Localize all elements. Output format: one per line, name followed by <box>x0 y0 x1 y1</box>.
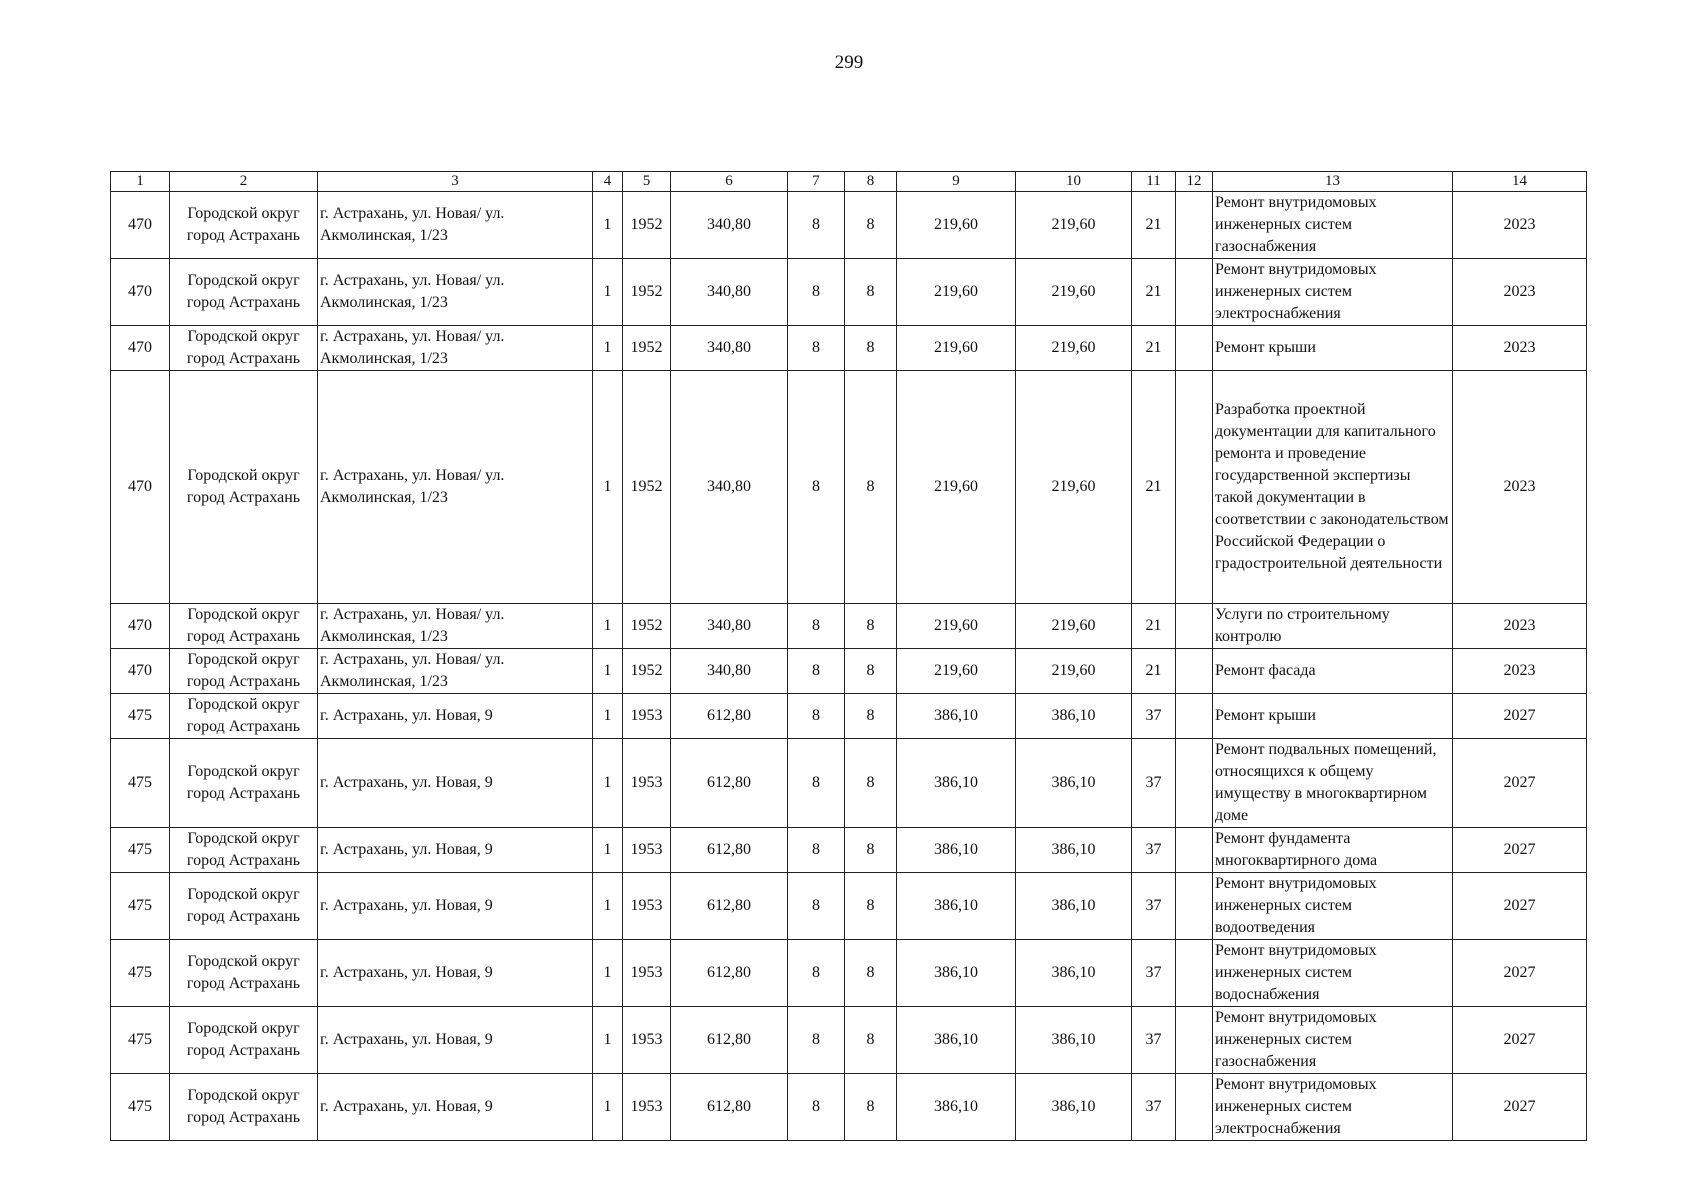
cell-col-7: 8 <box>788 940 845 1007</box>
cell-col-12 <box>1176 873 1213 940</box>
build-year: 1952 <box>623 192 671 259</box>
header-row <box>111 172 1587 192</box>
cell-col-7: 8 <box>788 873 845 940</box>
row-number: 470 <box>111 604 170 649</box>
table-row <box>111 828 1587 873</box>
work-type: Услуги по строительному контролю <box>1213 604 1453 649</box>
column-header-5: 5 <box>623 172 671 192</box>
address: г. Астрахань, ул. Новая/ ул. Акмолинская, 1/23 <box>318 192 593 259</box>
residents: 21 <box>1132 371 1176 604</box>
residential-area: 386,10 <box>1016 1074 1132 1141</box>
cell-col-12 <box>1176 259 1213 326</box>
residential-area: 386,10 <box>1016 1007 1132 1074</box>
municipality: Городской округ город Астрахань <box>170 371 318 604</box>
table-row <box>111 371 1587 604</box>
planned-year: 2023 <box>1453 371 1587 604</box>
cell-col-7: 8 <box>788 739 845 828</box>
living-area: 219,60 <box>897 259 1016 326</box>
column-header-2: 2 <box>170 172 318 192</box>
total-area: 340,80 <box>671 649 788 694</box>
residential-area: 386,10 <box>1016 739 1132 828</box>
municipality: Городской округ город Астрахань <box>170 828 318 873</box>
planned-year: 2023 <box>1453 649 1587 694</box>
cell-col-8: 8 <box>845 259 897 326</box>
row-number: 475 <box>111 828 170 873</box>
planned-year: 2027 <box>1453 694 1587 739</box>
cell-col-4: 1 <box>593 940 623 1007</box>
table-row <box>111 940 1587 1007</box>
cell-col-12 <box>1176 1007 1213 1074</box>
municipality: Городской округ город Астрахань <box>170 604 318 649</box>
living-area: 386,10 <box>897 739 1016 828</box>
page-number: 299 <box>834 52 864 73</box>
work-type: Ремонт фундамента многоквартирного дома <box>1213 828 1453 873</box>
row-number: 475 <box>111 940 170 1007</box>
cell-col-4: 1 <box>593 649 623 694</box>
residents: 37 <box>1132 828 1176 873</box>
residents: 21 <box>1132 649 1176 694</box>
total-area: 340,80 <box>671 371 788 604</box>
total-area: 612,80 <box>671 694 788 739</box>
municipality: Городской округ город Астрахань <box>170 1007 318 1074</box>
row-number: 475 <box>111 739 170 828</box>
column-header-14: 14 <box>1453 172 1587 192</box>
planned-year: 2027 <box>1453 940 1587 1007</box>
planned-year: 2023 <box>1453 326 1587 371</box>
residents: 21 <box>1132 326 1176 371</box>
living-area: 219,60 <box>897 604 1016 649</box>
planned-year: 2027 <box>1453 828 1587 873</box>
address: г. Астрахань, ул. Новая/ ул. Акмолинская, 1/23 <box>318 371 593 604</box>
planned-year: 2027 <box>1453 873 1587 940</box>
living-area: 386,10 <box>897 1074 1016 1141</box>
total-area: 612,80 <box>671 1007 788 1074</box>
cell-col-8: 8 <box>845 649 897 694</box>
living-area: 219,60 <box>897 371 1016 604</box>
municipality: Городской округ город Астрахань <box>170 192 318 259</box>
total-area: 340,80 <box>671 259 788 326</box>
total-area: 612,80 <box>671 828 788 873</box>
cell-col-8: 8 <box>845 326 897 371</box>
cell-col-12 <box>1176 371 1213 604</box>
address: г. Астрахань, ул. Новая/ ул. Акмолинская, 1/23 <box>318 649 593 694</box>
row-number: 470 <box>111 192 170 259</box>
cell-col-4: 1 <box>593 1007 623 1074</box>
row-number: 475 <box>111 1074 170 1141</box>
address: г. Астрахань, ул. Новая/ ул. Акмолинская, 1/23 <box>318 326 593 371</box>
table-row <box>111 1074 1587 1141</box>
residential-area: 219,60 <box>1016 371 1132 604</box>
total-area: 612,80 <box>671 1074 788 1141</box>
address: г. Астрахань, ул. Новая, 9 <box>318 828 593 873</box>
address: г. Астрахань, ул. Новая/ ул. Акмолинская, 1/23 <box>318 604 593 649</box>
row-number: 475 <box>111 694 170 739</box>
row-number: 470 <box>111 326 170 371</box>
cell-col-7: 8 <box>788 604 845 649</box>
cell-col-12 <box>1176 326 1213 371</box>
build-year: 1952 <box>623 649 671 694</box>
cell-col-4: 1 <box>593 694 623 739</box>
cell-col-7: 8 <box>788 694 845 739</box>
residents: 37 <box>1132 1007 1176 1074</box>
build-year: 1953 <box>623 873 671 940</box>
table-row <box>111 326 1587 371</box>
work-type: Ремонт крыши <box>1213 326 1453 371</box>
column-header-7: 7 <box>788 172 845 192</box>
cell-col-4: 1 <box>593 739 623 828</box>
cell-col-8: 8 <box>845 873 897 940</box>
cell-col-4: 1 <box>593 1074 623 1141</box>
cell-col-12 <box>1176 694 1213 739</box>
living-area: 386,10 <box>897 1007 1016 1074</box>
work-type: Ремонт внутридомовых инженерных систем электроснабжения <box>1213 259 1453 326</box>
municipality: Городской округ город Астрахань <box>170 940 318 1007</box>
column-header-13: 13 <box>1213 172 1453 192</box>
total-area: 612,80 <box>671 739 788 828</box>
cell-col-7: 8 <box>788 1074 845 1141</box>
residents: 37 <box>1132 1074 1176 1141</box>
table-body <box>111 192 1587 1141</box>
work-type: Ремонт подвальных помещений, относящихся к общему имуществу в многоквартирном доме <box>1213 739 1453 828</box>
residential-area: 219,60 <box>1016 649 1132 694</box>
work-type: Ремонт внутридомовых инженерных систем газоснабжения <box>1213 1007 1453 1074</box>
work-type: Ремонт внутридомовых инженерных систем водоотведения <box>1213 873 1453 940</box>
cell-col-7: 8 <box>788 326 845 371</box>
table-row <box>111 192 1587 259</box>
row-number: 475 <box>111 1007 170 1074</box>
cell-col-8: 8 <box>845 828 897 873</box>
residential-area: 386,10 <box>1016 694 1132 739</box>
column-header-1: 1 <box>111 172 170 192</box>
residents: 37 <box>1132 739 1176 828</box>
cell-col-4: 1 <box>593 326 623 371</box>
residential-area: 386,10 <box>1016 873 1132 940</box>
table-row <box>111 873 1587 940</box>
address: г. Астрахань, ул. Новая, 9 <box>318 694 593 739</box>
planned-year: 2023 <box>1453 259 1587 326</box>
work-type: Ремонт крыши <box>1213 694 1453 739</box>
municipality: Городской округ город Астрахань <box>170 326 318 371</box>
table-row <box>111 649 1587 694</box>
residents: 37 <box>1132 940 1176 1007</box>
cell-col-4: 1 <box>593 604 623 649</box>
municipality: Городской округ город Астрахань <box>170 694 318 739</box>
residential-area: 219,60 <box>1016 259 1132 326</box>
cell-col-8: 8 <box>845 940 897 1007</box>
residential-area: 386,10 <box>1016 940 1132 1007</box>
cell-col-8: 8 <box>845 739 897 828</box>
total-area: 340,80 <box>671 604 788 649</box>
cell-col-4: 1 <box>593 259 623 326</box>
capital-repair-table <box>110 171 1587 1141</box>
cell-col-12 <box>1176 1074 1213 1141</box>
cell-col-12 <box>1176 192 1213 259</box>
work-type: Ремонт внутридомовых инженерных систем газоснабжения <box>1213 192 1453 259</box>
municipality: Городской округ город Астрахань <box>170 259 318 326</box>
planned-year: 2027 <box>1453 1007 1587 1074</box>
row-number: 470 <box>111 259 170 326</box>
residents: 21 <box>1132 192 1176 259</box>
living-area: 386,10 <box>897 873 1016 940</box>
living-area: 386,10 <box>897 940 1016 1007</box>
column-header-4: 4 <box>593 172 623 192</box>
cell-col-8: 8 <box>845 694 897 739</box>
total-area: 340,80 <box>671 326 788 371</box>
residents: 21 <box>1132 259 1176 326</box>
living-area: 219,60 <box>897 326 1016 371</box>
cell-col-7: 8 <box>788 371 845 604</box>
column-header-11: 11 <box>1132 172 1176 192</box>
cell-col-8: 8 <box>845 192 897 259</box>
residential-area: 219,60 <box>1016 192 1132 259</box>
work-type: Разработка проектной документации для капитального ремонта и проведение государственной экспертизы такой документации в соответствии с законодательством Российской Федерации о градостроительной деятельности <box>1213 371 1453 604</box>
residents: 37 <box>1132 873 1176 940</box>
address: г. Астрахань, ул. Новая, 9 <box>318 940 593 1007</box>
planned-year: 2027 <box>1453 739 1587 828</box>
work-type: Ремонт внутридомовых инженерных систем электроснабжения <box>1213 1074 1453 1141</box>
cell-col-12 <box>1176 649 1213 694</box>
living-area: 219,60 <box>897 192 1016 259</box>
column-header-6: 6 <box>671 172 788 192</box>
municipality: Городской округ город Астрахань <box>170 873 318 940</box>
row-number: 470 <box>111 371 170 604</box>
table-row <box>111 1007 1587 1074</box>
build-year: 1953 <box>623 739 671 828</box>
build-year: 1952 <box>623 326 671 371</box>
municipality: Городской округ город Астрахань <box>170 739 318 828</box>
table-row <box>111 604 1587 649</box>
build-year: 1953 <box>623 1007 671 1074</box>
column-header-3: 3 <box>318 172 593 192</box>
build-year: 1953 <box>623 1074 671 1141</box>
table-row <box>111 694 1587 739</box>
build-year: 1953 <box>623 694 671 739</box>
cell-col-7: 8 <box>788 828 845 873</box>
cell-col-4: 1 <box>593 371 623 604</box>
cell-col-8: 8 <box>845 371 897 604</box>
cell-col-7: 8 <box>788 192 845 259</box>
row-number: 470 <box>111 649 170 694</box>
living-area: 219,60 <box>897 649 1016 694</box>
address: г. Астрахань, ул. Новая, 9 <box>318 739 593 828</box>
cell-col-12 <box>1176 739 1213 828</box>
residential-area: 386,10 <box>1016 828 1132 873</box>
residents: 21 <box>1132 604 1176 649</box>
residential-area: 219,60 <box>1016 604 1132 649</box>
planned-year: 2023 <box>1453 604 1587 649</box>
planned-year: 2027 <box>1453 1074 1587 1141</box>
build-year: 1953 <box>623 828 671 873</box>
build-year: 1952 <box>623 604 671 649</box>
cell-col-4: 1 <box>593 192 623 259</box>
municipality: Городской округ город Астрахань <box>170 1074 318 1141</box>
cell-col-12 <box>1176 604 1213 649</box>
build-year: 1953 <box>623 940 671 1007</box>
column-header-8: 8 <box>845 172 897 192</box>
cell-col-4: 1 <box>593 828 623 873</box>
build-year: 1952 <box>623 259 671 326</box>
cell-col-7: 8 <box>788 649 845 694</box>
row-number: 475 <box>111 873 170 940</box>
work-type: Ремонт внутридомовых инженерных систем водоснабжения <box>1213 940 1453 1007</box>
table-row <box>111 739 1587 828</box>
address: г. Астрахань, ул. Новая/ ул. Акмолинская, 1/23 <box>318 259 593 326</box>
living-area: 386,10 <box>897 694 1016 739</box>
address: г. Астрахань, ул. Новая, 9 <box>318 1074 593 1141</box>
planned-year: 2023 <box>1453 192 1587 259</box>
total-area: 340,80 <box>671 192 788 259</box>
address: г. Астрахань, ул. Новая, 9 <box>318 1007 593 1074</box>
build-year: 1952 <box>623 371 671 604</box>
cell-col-4: 1 <box>593 873 623 940</box>
column-header-12: 12 <box>1176 172 1213 192</box>
address: г. Астрахань, ул. Новая, 9 <box>318 873 593 940</box>
residential-area: 219,60 <box>1016 326 1132 371</box>
column-header-9: 9 <box>897 172 1016 192</box>
municipality: Городской округ город Астрахань <box>170 649 318 694</box>
cell-col-7: 8 <box>788 259 845 326</box>
column-header-10: 10 <box>1016 172 1132 192</box>
total-area: 612,80 <box>671 873 788 940</box>
total-area: 612,80 <box>671 940 788 1007</box>
living-area: 386,10 <box>897 828 1016 873</box>
cell-col-12 <box>1176 828 1213 873</box>
residents: 37 <box>1132 694 1176 739</box>
cell-col-8: 8 <box>845 604 897 649</box>
cell-col-8: 8 <box>845 1007 897 1074</box>
cell-col-12 <box>1176 940 1213 1007</box>
table-row <box>111 259 1587 326</box>
cell-col-8: 8 <box>845 1074 897 1141</box>
work-type: Ремонт фасада <box>1213 649 1453 694</box>
cell-col-7: 8 <box>788 1007 845 1074</box>
